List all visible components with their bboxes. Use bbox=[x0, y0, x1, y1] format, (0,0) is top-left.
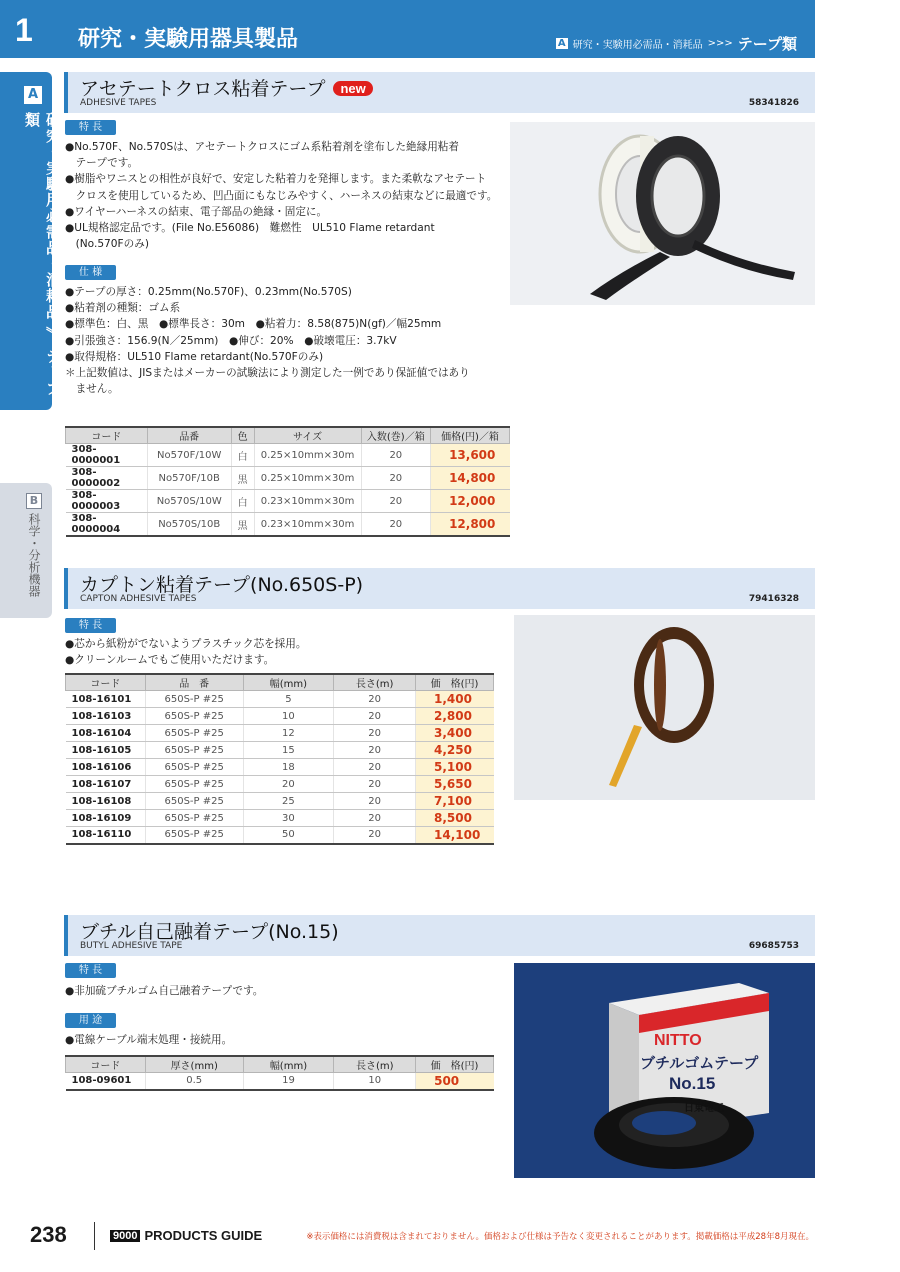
feature-label: 特 長 bbox=[65, 963, 116, 978]
feature-list bbox=[65, 983, 263, 999]
table-row bbox=[66, 742, 494, 759]
spec-line: ●取得規格：UL510 Flame retardant(No.570Fのみ) bbox=[65, 350, 324, 363]
product-id: 58341826 bbox=[748, 98, 799, 108]
cell-code: 108-16107 bbox=[66, 776, 146, 793]
cell-price: 14,100 bbox=[416, 827, 494, 844]
cell-price: 13,600 bbox=[431, 444, 510, 467]
cell-code: 108-16110 bbox=[66, 827, 146, 844]
table-row bbox=[66, 467, 510, 490]
use-line: ●電線ケーブル端末処理・接続用。 bbox=[65, 1034, 233, 1046]
box-product-name: ブチルゴムテープ bbox=[640, 1054, 759, 1072]
box-maker: 日東電工 bbox=[684, 1103, 724, 1114]
column-header: 厚さ(mm) bbox=[145, 1056, 243, 1073]
cell-price: 12,800 bbox=[431, 513, 510, 537]
use-list bbox=[65, 1032, 232, 1048]
table-row bbox=[66, 759, 494, 776]
cell-length: 20 bbox=[334, 776, 416, 793]
table-row bbox=[66, 810, 494, 827]
kapton-tape-illustration bbox=[514, 615, 815, 800]
cell-width: 20 bbox=[243, 776, 334, 793]
cell-length: 20 bbox=[334, 725, 416, 742]
section-header-butyl bbox=[64, 915, 815, 956]
spec-line: ＊上記数値は、JISまたはメーカーの試験法により測定した一例であり保証値ではあり bbox=[65, 367, 470, 380]
cell-model: 650S-P #25 bbox=[145, 708, 243, 725]
feature-line: ●芯から紙粉がでないようプラスチック芯を採用。 bbox=[65, 638, 307, 650]
breadcrumb-category[interactable]: 研究・実験用必需品・消耗品 bbox=[572, 40, 703, 51]
cell-width: 18 bbox=[243, 759, 334, 776]
products-guide-logo bbox=[110, 1228, 262, 1243]
table-row bbox=[66, 793, 494, 810]
cell-code: 108-16109 bbox=[66, 810, 146, 827]
cell-model: No570S/10W bbox=[147, 490, 231, 513]
feature-line: ●クリーンルームでもご使用いただけます。 bbox=[65, 654, 275, 667]
feature-line: ●UL規格認定品です。(File No.E56086) 難燃性 UL510 Flame retardant bbox=[65, 222, 435, 235]
feature-line: クロスを使用しているため、凹凸面にもなじみやすく、ハーネスの結束などに最適です。 bbox=[65, 189, 498, 202]
spec-line: ません。 bbox=[65, 383, 119, 396]
cell-color: 白 bbox=[231, 444, 254, 467]
cell-model: 650S-P #25 bbox=[145, 742, 243, 759]
cell-length: 20 bbox=[334, 793, 416, 810]
cell-length: 20 bbox=[334, 810, 416, 827]
cell-model: No570F/10B bbox=[147, 467, 231, 490]
cell-code: 108-16104 bbox=[66, 725, 146, 742]
table-row bbox=[66, 827, 494, 844]
feature-list bbox=[65, 636, 306, 668]
table-row bbox=[66, 490, 510, 513]
table-row bbox=[66, 708, 494, 725]
product-id: 69685753 bbox=[748, 941, 799, 951]
product-photo-butyl-tape bbox=[514, 963, 815, 1178]
box-brand: NITTO bbox=[654, 1032, 702, 1049]
cell-color: 白 bbox=[231, 490, 254, 513]
column-header: 品 番 bbox=[145, 674, 243, 691]
butyl-spec-table bbox=[65, 1055, 494, 1091]
cell-code: 308-0000004 bbox=[66, 513, 148, 537]
cell-size: 0.25×10mm×30m bbox=[254, 444, 361, 467]
product-id: 79416328 bbox=[748, 594, 799, 604]
cell-code: 108-16101 bbox=[66, 691, 146, 708]
cell-width: 15 bbox=[243, 742, 334, 759]
cell-code: 108-16106 bbox=[66, 759, 146, 776]
feature-line: テープです。 bbox=[65, 157, 139, 170]
guide-logo-text: PRODUCTS GUIDE bbox=[144, 1228, 263, 1243]
cell-qty: 20 bbox=[361, 513, 431, 537]
price-notice: ※表示価格には消費税は含まれておりません。価格および仕様は予告なく変更されることがあります。掲載価格は平成28年8月現在。 bbox=[306, 1232, 814, 1242]
cell-price: 8,500 bbox=[416, 810, 494, 827]
section-subtitle: BUTYL ADHESIVE TAPE bbox=[80, 941, 183, 951]
section-title: ブチル自己融着テープ(No.15) bbox=[80, 921, 339, 943]
cell-width: 12 bbox=[243, 725, 334, 742]
table-row bbox=[66, 444, 510, 467]
section-subtitle: CAPTON ADHESIVE TAPES bbox=[80, 594, 197, 604]
page-number: 238 bbox=[30, 1222, 67, 1247]
feature-line: ●非加硫ブチルゴム自己融着テープです。 bbox=[65, 985, 264, 997]
column-header: 品番 bbox=[147, 427, 231, 444]
column-header: 価 格(円) bbox=[416, 674, 494, 691]
cell-size: 0.25×10mm×30m bbox=[254, 467, 361, 490]
spec-line: ●引張強さ：156.9(N／25mm) ●伸び：20% ●破壊電圧：3.7kV bbox=[65, 334, 397, 347]
chapter-number: 1 bbox=[15, 12, 33, 48]
section-subtitle: ADHESIVE TAPES bbox=[80, 98, 157, 108]
breadcrumb bbox=[556, 33, 797, 54]
cell-size: 0.23×10mm×30m bbox=[254, 513, 361, 537]
table-row bbox=[66, 691, 494, 708]
product-photo-acetate-tape bbox=[510, 122, 815, 305]
cell-code: 308-0000003 bbox=[66, 490, 148, 513]
table-header-row bbox=[66, 674, 494, 691]
column-header: 幅(mm) bbox=[243, 674, 334, 691]
cell-length: 20 bbox=[334, 691, 416, 708]
guide-logo-box: 9000 bbox=[110, 1230, 140, 1242]
cell-model: 650S-P #25 bbox=[145, 759, 243, 776]
cell-price: 5,650 bbox=[416, 776, 494, 793]
cell-model: No570S/10B bbox=[147, 513, 231, 537]
column-header: 入数(巻)／箱 bbox=[361, 427, 431, 444]
section-header-acetate bbox=[64, 72, 815, 113]
cell-code: 308-0000001 bbox=[66, 444, 148, 467]
feature-line: (No.570Fのみ) bbox=[65, 238, 149, 251]
category-a-badge: A bbox=[557, 38, 566, 49]
footer-divider bbox=[94, 1222, 95, 1250]
table-header-row bbox=[66, 427, 510, 444]
side-tab-a[interactable] bbox=[0, 72, 62, 410]
cell-code: 108-09601 bbox=[66, 1073, 146, 1090]
spec-line: ●テープの厚さ：0.25mm(No.570F)、0.23mm(No.570S) bbox=[65, 286, 352, 298]
section-title-text: アセテートクロス粘着テープ bbox=[80, 78, 326, 100]
cell-price: 500 bbox=[416, 1073, 494, 1090]
chapter-title: 研究・実験用器具製品 bbox=[78, 27, 299, 52]
table-row bbox=[66, 1073, 494, 1090]
spec-line: ●粘着剤の種類：ゴム系 bbox=[65, 302, 181, 315]
column-header: コード bbox=[66, 674, 146, 691]
feature-line: ●ワイヤーハーネスの結束、電子部品の絶縁・固定に。 bbox=[65, 205, 328, 218]
table-row bbox=[66, 776, 494, 793]
cell-code: 308-0000002 bbox=[66, 467, 148, 490]
feature-label: 特 長 bbox=[65, 120, 116, 135]
spec-label: 仕 様 bbox=[65, 265, 116, 280]
column-header: 色 bbox=[231, 427, 254, 444]
use-label: 用 途 bbox=[65, 1013, 116, 1028]
cell-code: 108-16108 bbox=[66, 793, 146, 810]
cell-length: 20 bbox=[334, 827, 416, 844]
cell-price: 12,000 bbox=[431, 490, 510, 513]
acetate-tape-illustration bbox=[510, 122, 815, 305]
side-tab-b-badge: B bbox=[26, 493, 42, 509]
section-title: カプトン粘着テープ(No.650S-P) bbox=[80, 574, 364, 596]
cell-model: 650S-P #25 bbox=[145, 776, 243, 793]
feature-line: ●No.570F、No.570Sは、アセテートクロスにゴム系粘着剤を塗布した絶縁用粘着 bbox=[65, 141, 459, 153]
cell-code: 108-16103 bbox=[66, 708, 146, 725]
cell-color: 黒 bbox=[231, 513, 254, 537]
spec-list bbox=[65, 284, 470, 397]
section-header-kapton bbox=[64, 568, 815, 609]
feature-label: 特 長 bbox=[65, 618, 116, 633]
cell-model: 650S-P #25 bbox=[145, 827, 243, 844]
column-header: 長さ(m) bbox=[334, 674, 416, 691]
table-header-row bbox=[66, 1056, 494, 1073]
cell-color: 黒 bbox=[231, 467, 254, 490]
cell-width: 19 bbox=[243, 1073, 334, 1090]
table-row bbox=[66, 725, 494, 742]
cell-price: 7,100 bbox=[416, 793, 494, 810]
box-product-no: No.15 bbox=[669, 1074, 716, 1093]
cell-model: 650S-P #25 bbox=[145, 793, 243, 810]
chapter-header bbox=[0, 0, 815, 58]
cell-price: 14,800 bbox=[431, 467, 510, 490]
cell-length: 20 bbox=[334, 742, 416, 759]
side-tab-a-label: 研究・実験用必需品・消耗品 》 テープ類 bbox=[23, 112, 62, 397]
cell-model: 650S-P #25 bbox=[145, 725, 243, 742]
breadcrumb-separator: >>> bbox=[707, 38, 733, 49]
product-photo-kapton-tape bbox=[514, 615, 815, 800]
feature-list bbox=[65, 139, 497, 252]
column-header: 長さ(m) bbox=[334, 1056, 416, 1073]
butyl-tape-illustration bbox=[514, 963, 815, 1178]
cell-length: 10 bbox=[334, 1073, 416, 1090]
breadcrumb-current: テープ類 bbox=[737, 35, 797, 53]
feature-line: ●樹脂やワニスとの相性が良好で、安定した粘着力を発揮します。また柔軟なアセテート bbox=[65, 173, 487, 186]
column-header: コード bbox=[66, 1056, 146, 1073]
cell-price: 3,400 bbox=[416, 725, 494, 742]
cell-length: 20 bbox=[334, 759, 416, 776]
column-header: サイズ bbox=[254, 427, 361, 444]
cell-model: 650S-P #25 bbox=[145, 691, 243, 708]
column-header: 価 格(円) bbox=[416, 1056, 494, 1073]
cell-qty: 20 bbox=[361, 467, 431, 490]
cell-width: 50 bbox=[243, 827, 334, 844]
cell-price: 2,800 bbox=[416, 708, 494, 725]
cell-width: 30 bbox=[243, 810, 334, 827]
cell-qty: 20 bbox=[361, 490, 431, 513]
cell-code: 108-16105 bbox=[66, 742, 146, 759]
cell-qty: 20 bbox=[361, 444, 431, 467]
spec-line: ●標準色：白、黒 ●標準長さ：30m ●粘着力：8.58(875)N(gf)／幅25mm bbox=[65, 318, 442, 331]
side-tab-b-label: 科学・分析機器 bbox=[27, 513, 41, 597]
table-row bbox=[66, 513, 510, 537]
side-tab-b[interactable] bbox=[0, 483, 52, 618]
section-title bbox=[80, 74, 373, 101]
cell-price: 5,100 bbox=[416, 759, 494, 776]
cell-model: 650S-P #25 bbox=[145, 810, 243, 827]
cell-width: 10 bbox=[243, 708, 334, 725]
column-header: コード bbox=[66, 427, 148, 444]
column-header: 価格(円)／箱 bbox=[431, 427, 510, 444]
cell-width: 5 bbox=[243, 691, 334, 708]
column-header: 幅(mm) bbox=[243, 1056, 334, 1073]
cell-thickness: 0.5 bbox=[145, 1073, 243, 1090]
side-tab-a-badge: A bbox=[24, 86, 42, 104]
cell-width: 25 bbox=[243, 793, 334, 810]
new-badge: new bbox=[333, 81, 372, 96]
cell-length: 20 bbox=[334, 708, 416, 725]
kapton-spec-table bbox=[65, 673, 494, 845]
cell-price: 4,250 bbox=[416, 742, 494, 759]
acetate-spec-table bbox=[65, 426, 510, 537]
cell-price: 1,400 bbox=[416, 691, 494, 708]
cell-model: No570F/10W bbox=[147, 444, 231, 467]
cell-size: 0.23×10mm×30m bbox=[254, 490, 361, 513]
